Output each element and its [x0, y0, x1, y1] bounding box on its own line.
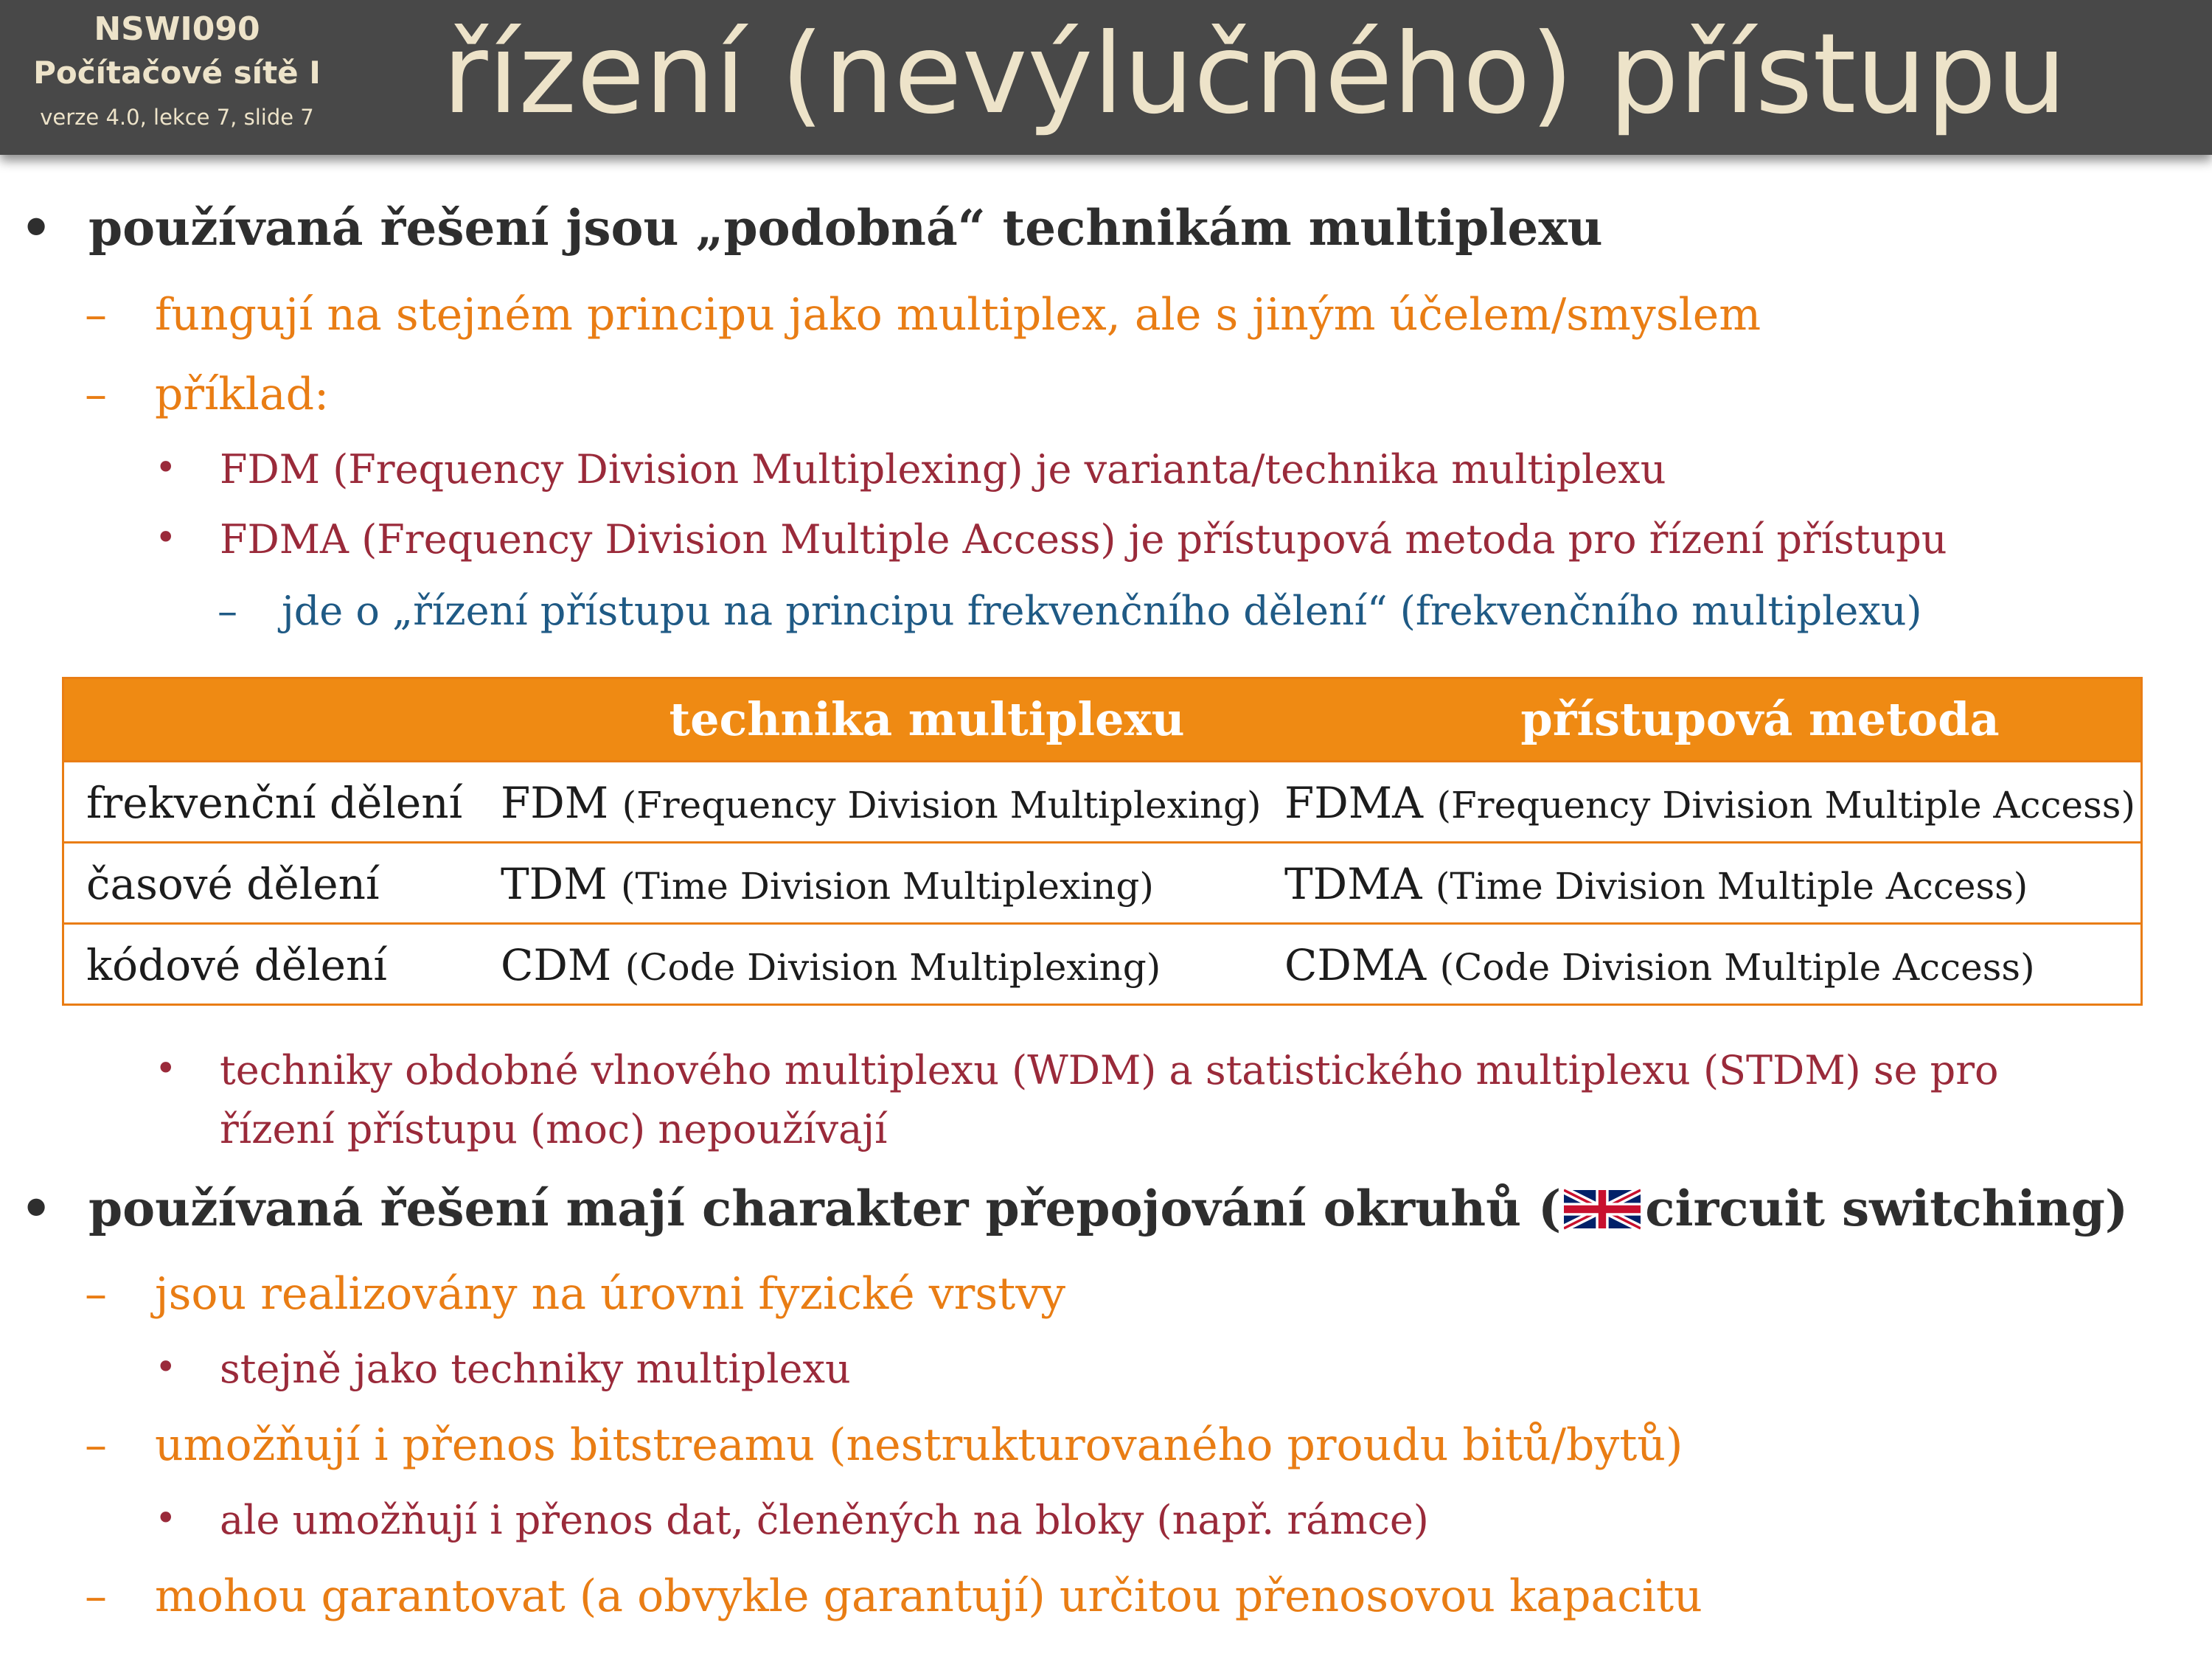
- course-name: Počítačové sítě I: [33, 55, 321, 91]
- dash-marker: –: [85, 1419, 107, 1471]
- bullet-1-2-1: FDM (Frequency Division Multiplexing) je varianta/technika multiplexu: [220, 446, 1666, 493]
- table-row: [64, 760, 2140, 841]
- bullet-2-1-1: stejně jako techniky multiplexu: [220, 1346, 851, 1392]
- access-cell: [1284, 844, 2028, 925]
- dash-marker: –: [218, 588, 237, 634]
- comparison-table: [62, 677, 2143, 1006]
- row-label: kódové dělení: [86, 940, 387, 990]
- bullet-2: [88, 1180, 2128, 1237]
- course-code: NSWI090: [94, 10, 260, 48]
- mux-abbr: CDM: [501, 940, 612, 990]
- bullet-2-english: circuit switching): [1645, 1180, 2129, 1237]
- mux-cell: [501, 844, 1154, 925]
- mux-cell: [501, 925, 1161, 1006]
- mux-cell: [501, 762, 1262, 844]
- dash-marker: –: [85, 1268, 107, 1320]
- dash-marker: –: [85, 1571, 107, 1622]
- bullet-2-1: jsou realizovány na úrovni fyzické vrstvy: [155, 1268, 1066, 1320]
- access-cell: [1284, 762, 2135, 844]
- course-info: [0, 9, 354, 134]
- bullet-1-1: fungují na stejném principu jako multiplex, ale s jiným účelem/smyslem: [155, 289, 1761, 341]
- access-abbr: CDMA: [1284, 940, 1427, 990]
- header-mux: technika multiplexu: [669, 692, 1185, 746]
- mux-full: (Time Division Multiplexing): [621, 865, 1154, 908]
- bullet-2-3: mohou garantovat (a obvykle garantují) určitou přenosovou kapacitu: [155, 1571, 1703, 1622]
- access-full: (Code Division Multiple Access): [1439, 946, 2035, 989]
- bullet-1-2-3-line2: řízení přístupu (moc) nepoužívají: [220, 1106, 888, 1152]
- bullet-1-2-2-1: jde o „řízení přístupu na principu frekvenčního dělení“ (frekvenčního multiplexu): [282, 588, 1922, 634]
- bullet-1: používaná řešení jsou „podobná“ technikám multiplexu: [88, 199, 1603, 257]
- bullet-marker: •: [155, 1047, 177, 1090]
- mux-full: (Frequency Division Multiplexing): [622, 784, 1262, 827]
- bullet-2-text: používaná řešení mají charakter přepojování okruhů (: [88, 1180, 1562, 1237]
- row-label: časové dělení: [86, 859, 380, 909]
- bullet-marker: •: [21, 1180, 52, 1237]
- version-info: verze 4.0, lekce 7, slide 7: [40, 105, 314, 130]
- dash-marker: –: [85, 369, 107, 420]
- mux-abbr: FDM: [501, 778, 609, 828]
- slide-header: [0, 0, 2212, 155]
- dash-marker: –: [85, 289, 107, 341]
- access-abbr: TDMA: [1284, 859, 1422, 909]
- access-full: (Time Division Multiple Access): [1435, 865, 2028, 908]
- bullet-2-2-1: ale umožňují i přenos dat, členěných na bloky (např. rámce): [220, 1497, 1429, 1543]
- bullet-marker: •: [155, 1497, 177, 1540]
- bullet-1-2-3-line1: techniky obdobné vlnového multiplexu (WDM) a statistického multiplexu (STDM) se pro: [220, 1047, 1999, 1093]
- mux-full: (Code Division Multiplexing): [625, 946, 1161, 989]
- slide-title: řízení (nevýlučného) přístupu: [442, 10, 2067, 139]
- access-abbr: FDMA: [1284, 778, 1424, 828]
- row-label: frekvenční dělení: [86, 778, 463, 828]
- bullet-marker: •: [155, 1346, 177, 1388]
- table-header-row: [64, 679, 2140, 760]
- bullet-marker: •: [21, 199, 52, 257]
- access-cell: [1284, 925, 2035, 1006]
- header-access: přístupová metoda: [1520, 692, 2000, 746]
- bullet-2-2: umožňují i přenos bitstreamu (nestrukturovaného proudu bitů/bytů): [155, 1419, 1683, 1471]
- access-full: (Frequency Division Multiple Access): [1436, 784, 2135, 827]
- table-row: [64, 922, 2140, 1004]
- bullet-marker: •: [155, 516, 177, 559]
- bullet-1-2-2: FDMA (Frequency Division Multiple Access) je přístupová metoda pro řízení přístupu: [220, 516, 1947, 563]
- uk-flag-icon: [1564, 1189, 1641, 1230]
- mux-abbr: TDM: [501, 859, 608, 909]
- bullet-marker: •: [155, 446, 177, 489]
- table-row: [64, 841, 2140, 922]
- bullet-1-2: příklad:: [155, 369, 330, 420]
